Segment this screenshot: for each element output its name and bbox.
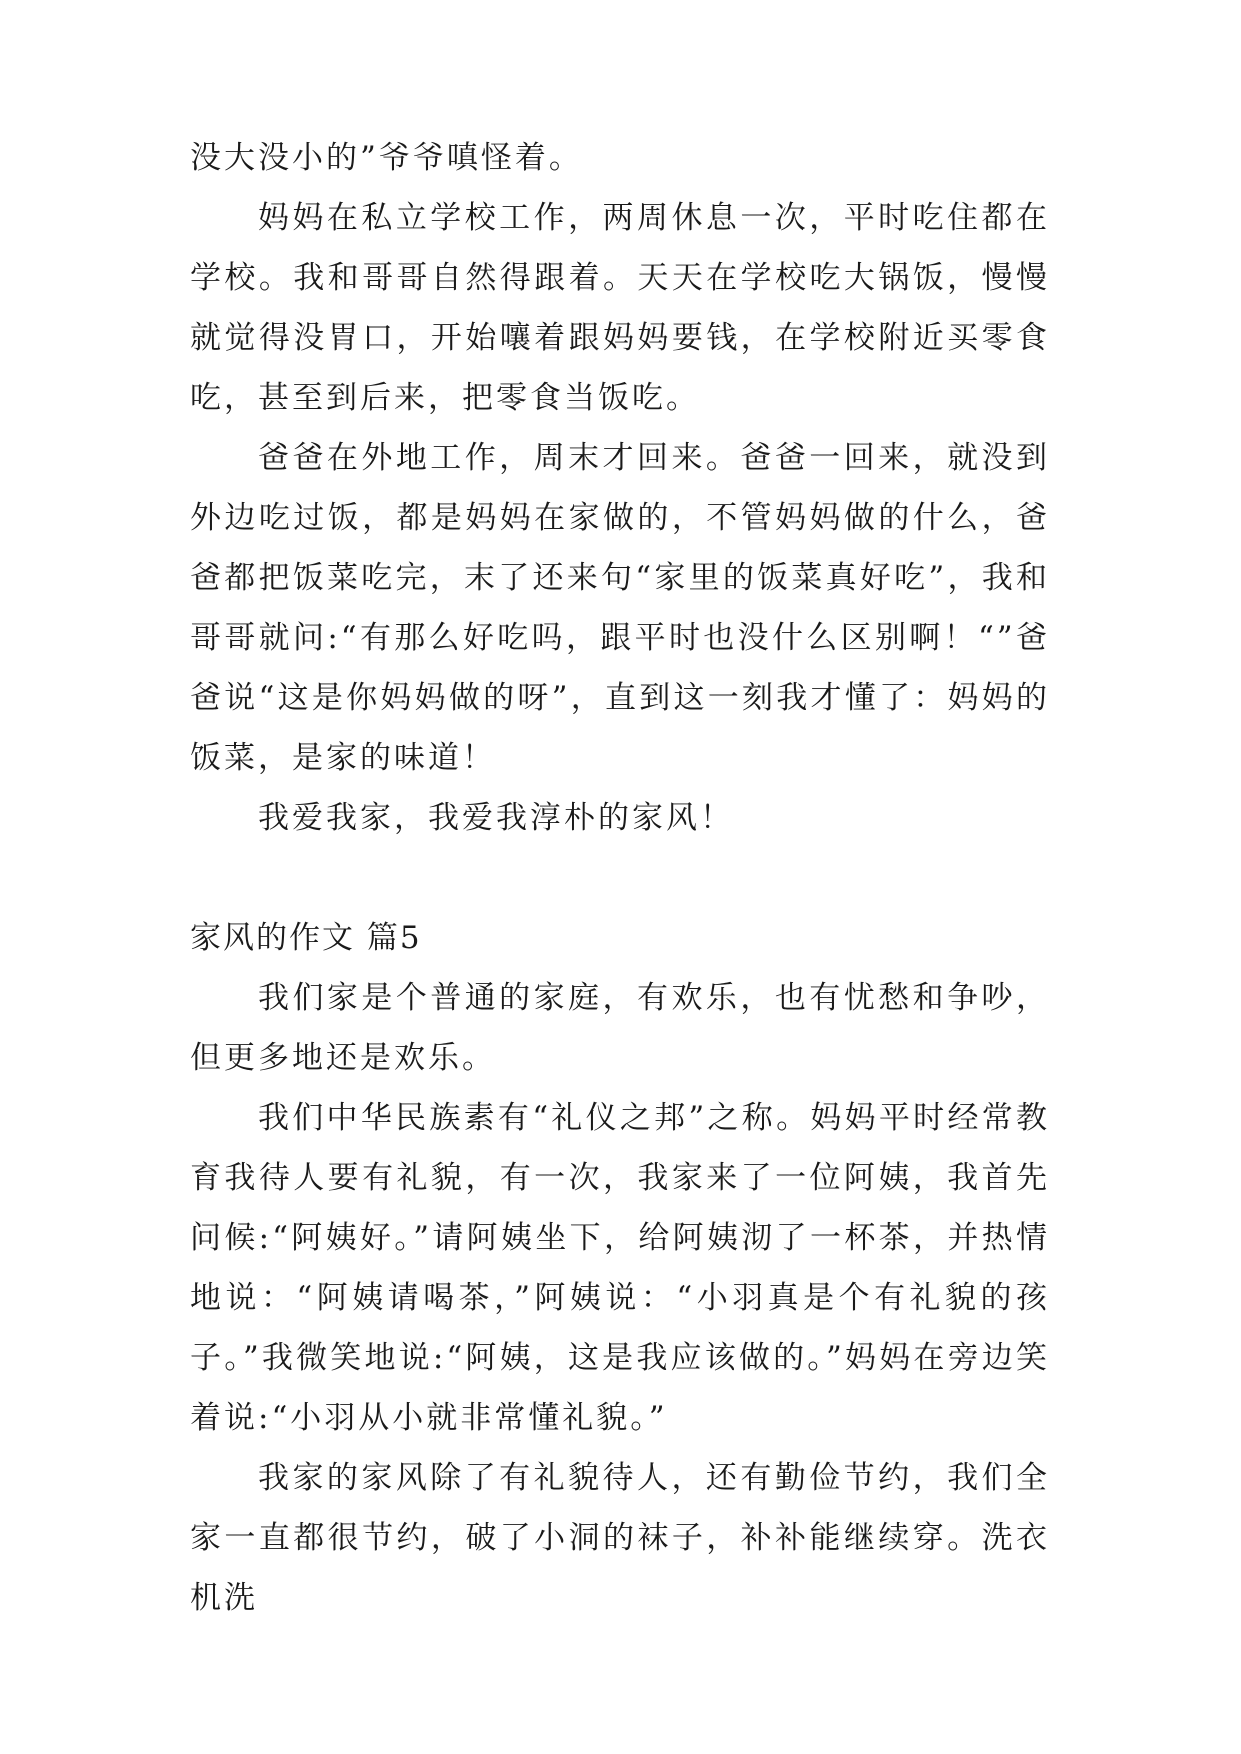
paragraph-ordinary-family: 我们家是个普通的家庭，有欢乐，也有忧愁和争吵，但更多地还是欢乐。	[190, 980, 1050, 1076]
paragraph-thrift: 我家的家风除了有礼貌待人，还有勤俭节约，我们全家一直都很节约，破了小洞的袜子，补补能继续穿。洗衣机洗	[190, 1460, 1050, 1616]
paragraph-love-family: 我爱我家，我爱我淳朴的家风！	[258, 800, 734, 836]
paragraph-etiquette: 我们中华民族素有“礼仪之邦”之称。妈妈平时经常教育我待人要有礼貌，有一次，我家来了一位阿姨，我首先问候:“阿姨好。”请阿姨坐下，给阿姨沏了一杯茶，并热情地说：“阿姨请喝茶，”阿姨说：“小羽真是个有礼貌的孩子。”我微笑地说:“阿姨，这是我应该做的。”妈妈在旁边笑着说:“小羽从小就非常懂礼貌。”	[190, 1100, 1050, 1436]
paragraph-mother-school: 妈妈在私立学校工作，两周休息一次，平时吃住都在学校。我和哥哥自然得跟着。天天在学校吃大锅饭，慢慢就觉得没胃口，开始嚷着跟妈妈要钱，在学校附近买零食吃，甚至到后来，把零食当饭吃。	[190, 200, 1050, 416]
paragraph-continuation: 没大没小的”爷爷嗔怪着。	[190, 140, 583, 176]
section-heading: 家风的作文 篇5	[190, 920, 422, 956]
paragraph-father-meals: 爸爸在外地工作，周末才回来。爸爸一回来，就没到外边吃过饭，都是妈妈在家做的，不管妈妈做的什么，爸爸都把饭菜吃完，末了还来句“家里的饭菜真好吃”，我和哥哥就问:“有那么好吃吗，跟平时也没什么区别啊！“”爸爸说“这是你妈妈做的呀”，直到这一刻我才懂了：妈妈的饭菜，是家的味道！	[190, 440, 1050, 776]
document-page	[190, 128, 1050, 1628]
